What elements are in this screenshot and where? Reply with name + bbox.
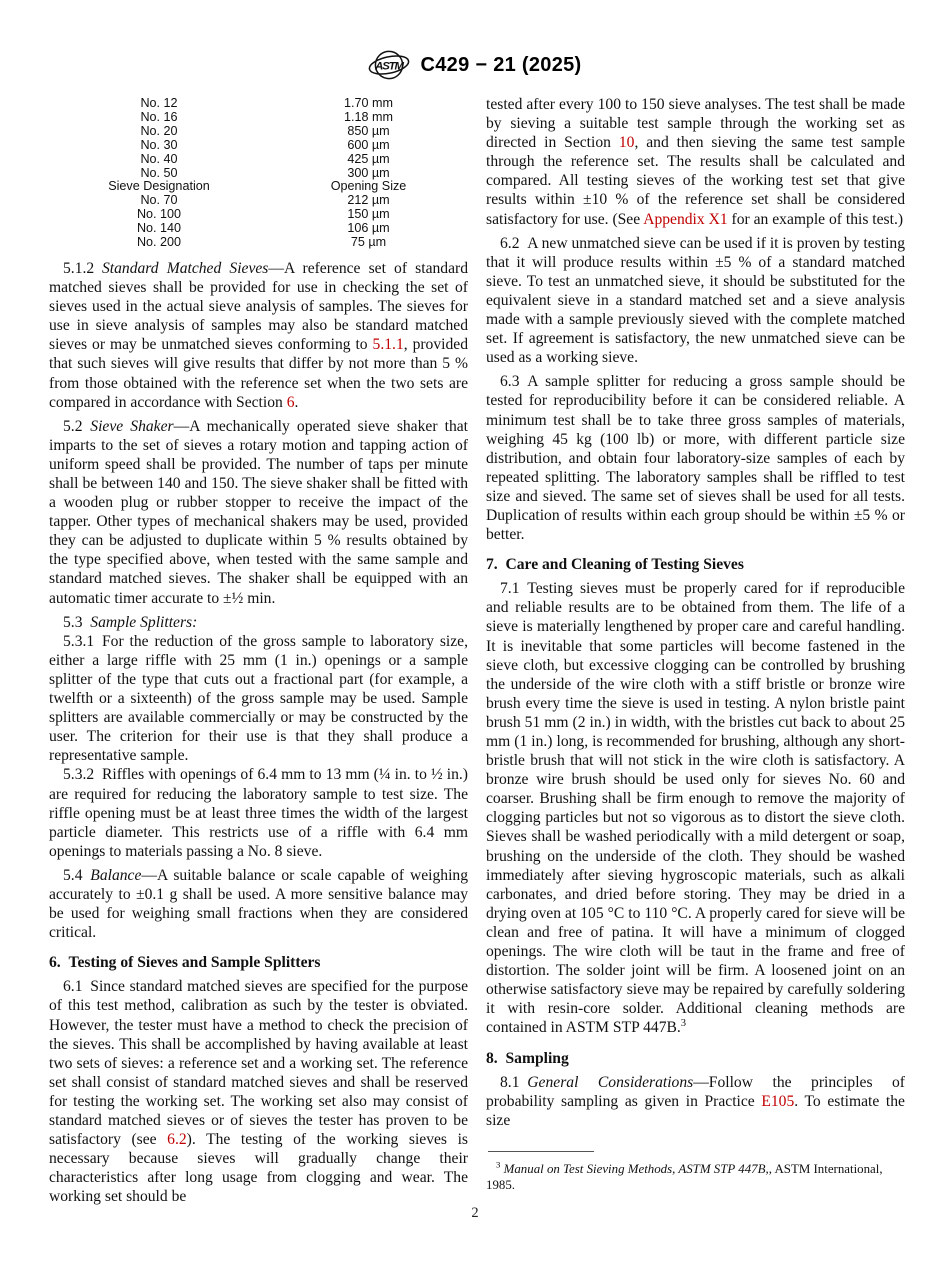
text-run: 5.2 bbox=[63, 417, 91, 435]
section-heading-6 bbox=[49, 953, 468, 972]
opening-size-cell: Opening Size bbox=[330, 179, 407, 194]
text-run: 3 bbox=[680, 1018, 687, 1030]
cross-reference-link[interactable]: 10 bbox=[618, 134, 635, 152]
cross-reference-link[interactable]: 6 bbox=[286, 393, 295, 411]
opening-size-cell: 1.18 mm bbox=[344, 109, 393, 124]
cross-reference-link[interactable]: 6.2 bbox=[167, 1131, 187, 1149]
text-run: 5.3.2 Riffles with openings of 6.4 mm to 13 mm (¼ in. to ½ in.) are required for reducing the laboratory sample to test size. The riffle opening must be at least three times the width of the largest particle diameter. This restricts use of a riffle with 6.4 mm openings to materials passing a No. 8 sieve. bbox=[49, 766, 468, 860]
section-heading-7 bbox=[486, 555, 905, 574]
text-run: —A reference set of standard matched sieves shall be provided for use in checking the set of sieves used in the actual sieve analysis of samples. The sieves for use in sieve analysis of samples may also be standard matched sieves or may be unmatched sieves conforming to bbox=[49, 259, 469, 354]
sieve-designation-cell: No. 200 bbox=[136, 235, 182, 250]
text-run: 5.3.1 For the reduction of the gross sample to laboratory size, either a large riffle with 25 mm (1 in.) openings or a sample splitter of the type that cuts out a fractional part (for example, a twelfth or a sixteenth) of the gross sample may be used. Sample splitters are available commercially or may be constructed by the user. The criterion for their use is that they shall produce a representative sample. bbox=[49, 632, 468, 765]
sieve-designation-cell: Sieve Designation bbox=[108, 179, 210, 194]
text-run: Standard Matched Sieves bbox=[101, 259, 269, 277]
text-run: Manual on Test Sieving Methods, ASTM STP 447B, bbox=[503, 1162, 769, 1176]
sieve-table-row bbox=[49, 222, 468, 236]
paragraph-6-1 bbox=[49, 977, 468, 1206]
sieve-table-row bbox=[49, 153, 468, 167]
text-run: —A mechanically operated sieve shaker that imparts to the set of sieves a rotary motion and tapping action of uniform speed shall be provided. The number of taps per minute shall be between 140 and 150. The sieve shaker shall be fitted with a wooden plug or rubber stopper to receive the impact of the tapper. Other types of mechanical shakers may be used, provided they can be adjusted to duplicate within 5 % results obtained by the type specified above, when tested with the same sample and standard matched sieves. The shaker shall be equipped with an automatic timer accurate to ±½ min. bbox=[49, 417, 468, 607]
sieve-table-row bbox=[49, 139, 468, 153]
sieve-designation-cell: No. 140 bbox=[136, 221, 182, 236]
svg-text:ASTM: ASTM bbox=[375, 60, 404, 73]
paragraph-5-3-2 bbox=[49, 765, 468, 860]
text-run: Balance bbox=[90, 866, 142, 884]
sieve-designation-cell: No. 30 bbox=[140, 137, 178, 152]
footnote-separator bbox=[488, 1151, 594, 1152]
paragraph-8-1 bbox=[486, 1073, 905, 1130]
right-column-blocks bbox=[486, 95, 905, 1130]
sieve-table-row bbox=[49, 194, 468, 208]
text-run: for an example of this test.) bbox=[727, 210, 904, 228]
text-run: tested after every 100 to 150 sieve analyses. The test shall be made by sieving a suitable test sample through the working set as directed in Section bbox=[486, 96, 905, 152]
sieve-designation-cell: No. 20 bbox=[140, 123, 178, 138]
astm-globe-logo-icon bbox=[368, 46, 410, 84]
text-run: , ASTM International, 1985. bbox=[486, 1162, 883, 1192]
opening-size-cell: 150 µm bbox=[347, 207, 390, 222]
text-run: , and then sieving the same test sample through the reference set. The results shall be calculated and compared. All testing sieves of the working test set that give results within ±10 % of the reference set shall be considered satisfactory for use. (See bbox=[486, 134, 905, 228]
opening-size-cell: 106 µm bbox=[347, 221, 390, 236]
paragraph-5-1-2 bbox=[49, 259, 468, 412]
sieve-table-row bbox=[49, 167, 468, 181]
paragraph-6-1-continued bbox=[486, 95, 905, 229]
sieve-table-row bbox=[49, 208, 468, 222]
sieve-designation-cell: No. 40 bbox=[140, 151, 178, 166]
text-run: 5.4 bbox=[63, 866, 91, 884]
cross-reference-link[interactable]: E105 bbox=[761, 1092, 795, 1110]
text-run: 6.3 A sample splitter for reducing a gross sample should be tested for reproducibility before it can be considered reliable. A minimum test shall be to take three gross samples of materials, weighing 45 kg (100 lb) or more, with different particle size distribution, and obtain four laboratory-size samples of each by repeated splitting. The laboratory samples shall be riffled to test size and sieved. The same set of sieves shall be used for all tests. Duplication of results within each group should be within ±5 % or better. bbox=[486, 373, 905, 544]
text-run: General Considerations bbox=[527, 1073, 694, 1091]
text-run: Sample Splitters: bbox=[90, 613, 198, 631]
document-title: C429 − 21 (2025) bbox=[420, 53, 582, 76]
sieve-table-row bbox=[49, 236, 468, 250]
sieve-table-row bbox=[49, 111, 468, 125]
paragraph-5-3 bbox=[49, 613, 468, 632]
paragraph-5-2 bbox=[49, 417, 468, 608]
sieve-opening-table bbox=[49, 97, 468, 250]
right-column bbox=[486, 95, 905, 1193]
footnote-text bbox=[486, 1161, 905, 1193]
text-run: 5.1.2 bbox=[63, 259, 102, 277]
text-run: 5.3 bbox=[63, 613, 91, 631]
text-run: —Follow the principles of probability sampling as given in Practice bbox=[486, 1073, 905, 1110]
text-run: . To estimate the size bbox=[486, 1092, 905, 1129]
paragraph-5-4 bbox=[49, 866, 468, 942]
text-run: 6. Testing of Sieves and Sample Splitters bbox=[49, 954, 321, 972]
sieve-table-header-row bbox=[49, 180, 468, 194]
text-run: 8.1 bbox=[500, 1073, 528, 1091]
document-header bbox=[0, 46, 950, 84]
paragraph-6-2 bbox=[486, 234, 905, 368]
opening-size-cell: 1.70 mm bbox=[344, 96, 393, 110]
sieve-designation-cell: No. 70 bbox=[140, 193, 178, 208]
section-heading-8 bbox=[486, 1049, 905, 1068]
sieve-designation-cell: No. 12 bbox=[140, 96, 178, 110]
page-number: 2 bbox=[471, 1205, 479, 1221]
paragraph-7-1 bbox=[486, 579, 905, 1037]
text-run: 6.2 A new unmatched sieve can be used if it is proven by testing that it will produce results within ±5 % of a standard matched sieve. To test an unmatched sieve, it should be substituted for the equivalent sieve in a standard matched set and a sieve analysis made with a sample previously sieved with the complete matched set. If agreement is satisfactory, the new unmatched sieve can be used as a working sieve. bbox=[486, 234, 905, 367]
opening-size-cell: 75 µm bbox=[350, 235, 387, 250]
text-run: 7.1 Testing sieves must be properly cared for if reproducible and reliable results are to be obtained from them. The life of a sieve is materially lengthened by proper care and careful handling. It is inevitable that some particles will become fastened in the sieve cloth, but excessive clogging can be controlled by brushing the underside of the wire cloth with a stiff bristle or bronze wire brush every time the sieve is used in testing. A nylon bristle paint brush 51 mm (2 in.) in width, with the bristles cut back to about 25 mm (1 in.) long, is recommended for brushing, although any short-bristle brush that will not stick in the wire cloth is satisfactory. A bronze wire brush should be used only for sieves No. 60 and coarser. Brushing shall be firm enough to remove the majority of clogging particles but not so vigorous as to distort the sieve cloth. Sieves shall be washed periodically with a mild detergent or soap, brushing on the underside of the cloth. They should be washed immediately after sieving hygroscopic materials, such as alkali carbonates, and dried before storing. They may be dried in a drying oven at 105 °C to 110 °C. A properly cared for sieve will be clean and free of patina. It will have a minimum of clogged openings. The wire cloth will be taut in the frame and free of distortion. The solder joint will be firm. A loosened joint on an otherwise satisfactory sieve may be repaired by carefully soldering it with resin-core solder. Additional cleaning methods are contained in ASTM STP 447B. bbox=[486, 580, 905, 1037]
text-run: , provided that such sieves will give results that differ by not more than 5 % from those obtained with the reference set when the two sets are compared in accordance with Section bbox=[49, 336, 468, 411]
opening-size-cell: 212 µm bbox=[347, 193, 390, 208]
footnote bbox=[486, 1151, 905, 1193]
text-run: 3 bbox=[496, 1159, 501, 1170]
text-run: Sieve Shaker bbox=[90, 417, 174, 435]
sieve-designation-cell: No. 50 bbox=[140, 165, 178, 180]
text-run: 6.1 Since standard matched sieves are specified for the purpose of this test method, calibration as such by the tester is obviated. However, the tester must have a method to check the precision of the sieves. This shall be accomplished by having available at least two sets of sieves: a reference set and a working set. The reference set shall consist of standard matched sieves and shall be reserved for testing the working set. The working set also may consist of standard matched sieves or of sieves the tester has proven to be satisfactory (see bbox=[49, 978, 468, 1149]
cross-reference-link[interactable]: 5.1.1 bbox=[372, 336, 404, 354]
text-run: 8. Sampling bbox=[486, 1049, 569, 1067]
sieve-table-row bbox=[49, 97, 468, 111]
cross-reference-link[interactable]: Appendix X1 bbox=[643, 210, 728, 228]
sieve-designation-cell: No. 16 bbox=[140, 109, 178, 124]
opening-size-cell: 300 µm bbox=[347, 165, 390, 180]
text-run: —A suitable balance or scale capable of weighing accurately to ±0.1 g shall be used. A more sensitive balance may be used for weighing small fractions when they are considered critical. bbox=[49, 866, 468, 942]
opening-size-cell: 600 µm bbox=[347, 137, 390, 152]
paragraph-6-3 bbox=[486, 372, 905, 544]
sieve-table-row bbox=[49, 125, 468, 139]
paragraph-5-3-1 bbox=[49, 632, 468, 766]
left-column-blocks bbox=[49, 97, 468, 1206]
text-run: ). The testing of the working sieves is necessary because sieves will gradually change their characteristics after long usage from clogging and wear. The working set should be bbox=[49, 1131, 468, 1206]
opening-size-cell: 850 µm bbox=[347, 123, 390, 138]
left-column bbox=[49, 95, 468, 1206]
text-run: 7. Care and Cleaning of Testing Sieves bbox=[486, 556, 744, 574]
opening-size-cell: 425 µm bbox=[347, 151, 390, 166]
sieve-designation-cell: No. 100 bbox=[136, 207, 182, 222]
text-run: . bbox=[294, 393, 299, 411]
